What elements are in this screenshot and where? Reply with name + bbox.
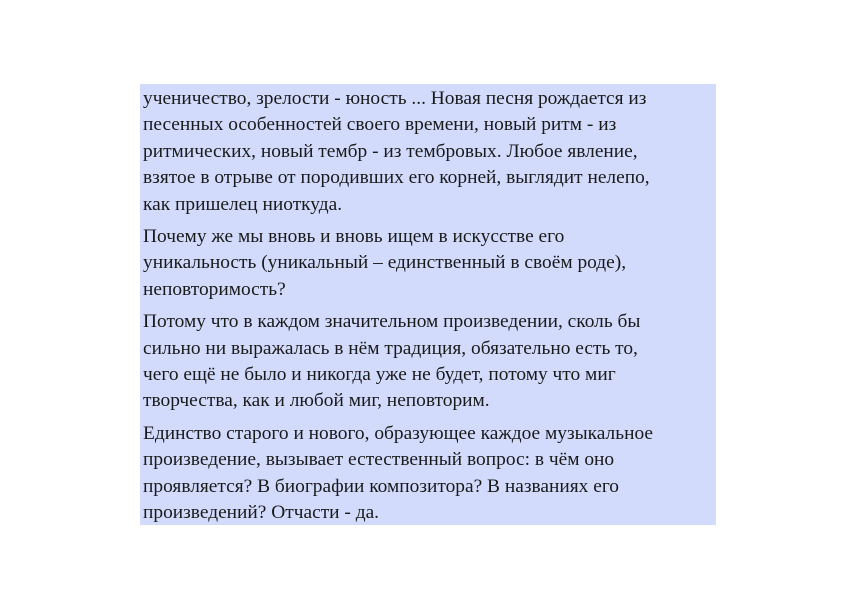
text-block bbox=[140, 84, 716, 525]
paragraph-4: Единство старого и нового, образующее каждое музыкальное произведение, вызывает естественный вопрос: в чём оно проявляется? В биографии композитора? В названиях его произведений? Отчасти - да. bbox=[143, 422, 653, 524]
paragraph-2: Почему же мы вновь и вновь ищем в искусстве его уникальность (уникальный – единственный в своём роде), неповторимость? bbox=[143, 226, 627, 300]
paragraph-1: ученичество, зрелости - юность ... Новая песня рождается из песенных особенностей своего времени, новый ритм - из ритмических, новый тембр - из тембровых. Любое явление, взятое в отрыве от породивших его корней, выглядит нелепо, как пришелец ниоткуда. bbox=[143, 88, 650, 215]
paragraph-3: Потому что в каждом значительном произведении, сколь бы сильно ни выражалась в нём традиция, обязательно есть то, чего ещё не было и никогда уже не будет, потому что миг творчества, как и любой миг, неповторим. bbox=[143, 311, 641, 412]
